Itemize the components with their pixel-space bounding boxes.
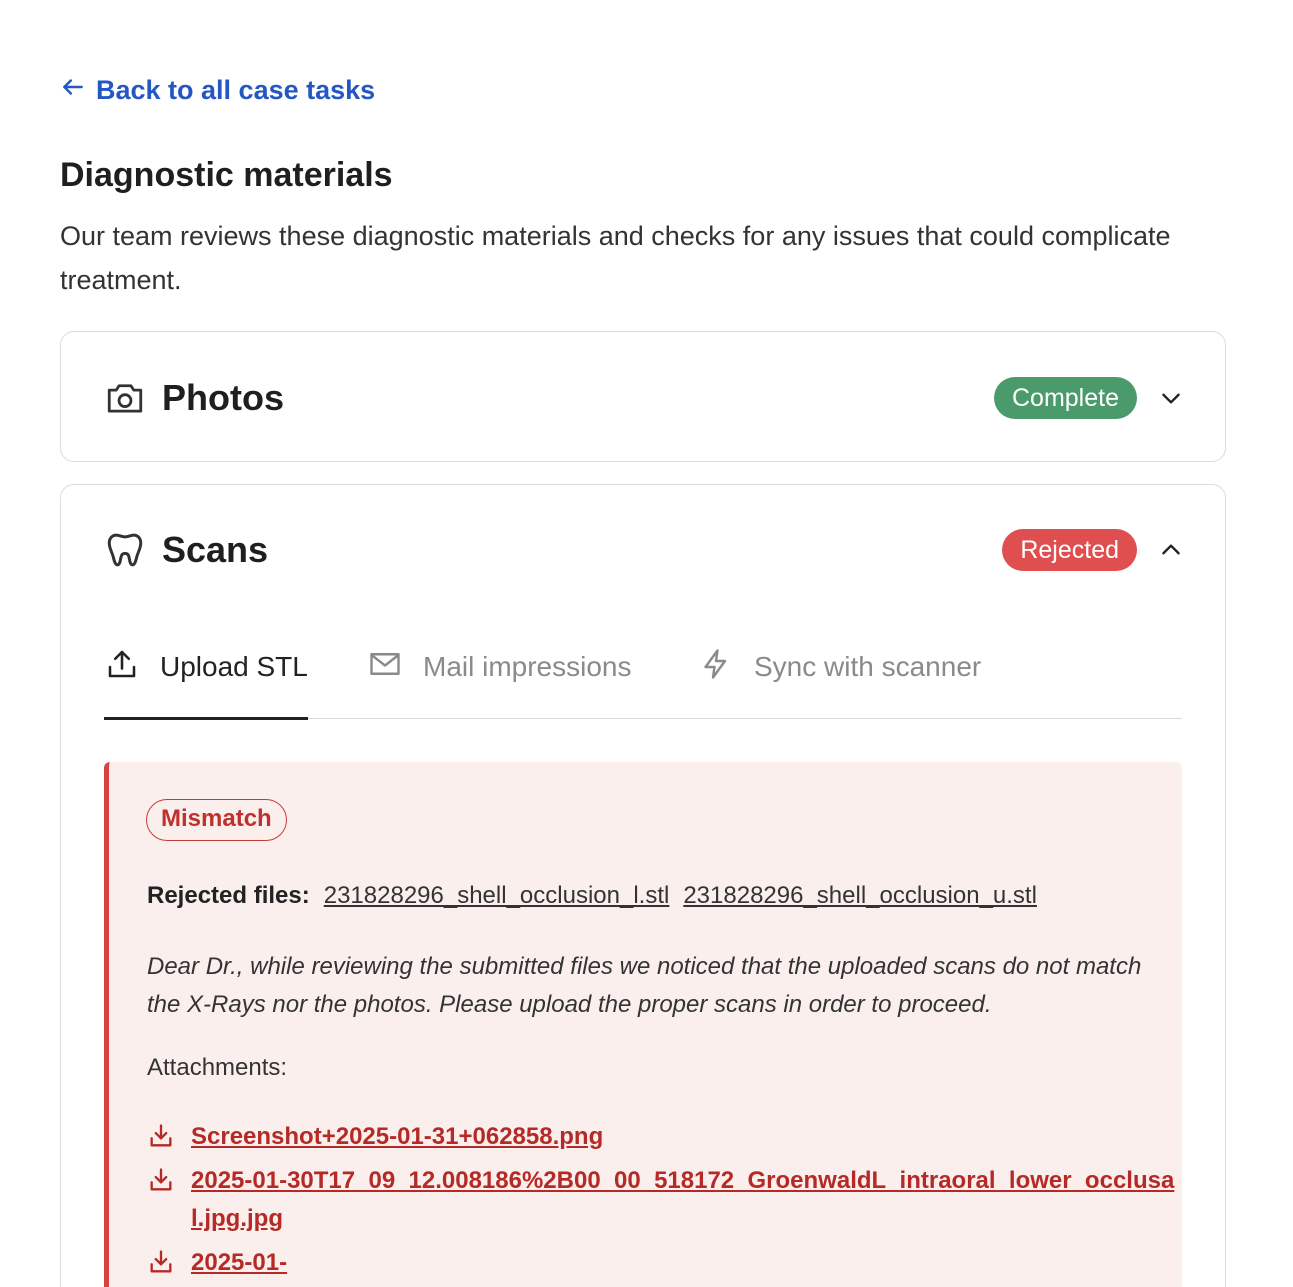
attachment-link[interactable] (147, 1162, 1177, 1238)
attachment-link[interactable] (147, 1244, 1177, 1282)
mail-icon (367, 646, 403, 689)
tab-label: Sync with scanner (754, 651, 982, 682)
rejection-message: Dear Dr., while reviewing the submitted files we noticed that the uploaded scans do not match the X-Rays nor the photos. Please upload the proper scans in order to proceed. (147, 953, 1142, 1018)
back-to-case-tasks-link[interactable] (60, 74, 375, 107)
photos-section (60, 331, 1226, 462)
attachment-link[interactable] (147, 1118, 1177, 1156)
attachment-name: 2025-01-30T17_09_12.008186%2B00_00_518172_GroenwaldL_intraoral_lower_occlusal.jpg.jpg (191, 1167, 1175, 1232)
photos-section-title: Photos (162, 376, 284, 418)
rejection-notice (104, 762, 1182, 1287)
attachments-list (147, 1118, 1177, 1287)
attachment-name: 2025-01- (191, 1249, 288, 1276)
tooth-icon (104, 529, 146, 571)
tab-label: Upload STL (160, 651, 308, 682)
download-icon (147, 1162, 175, 1199)
page-description: Our team reviews these diagnostic materials and checks for any issues that could complicate treatment. (60, 221, 1171, 295)
download-icon (147, 1118, 175, 1155)
tab-mail-impressions[interactable] (367, 615, 632, 719)
rejection-reason-badge: Mismatch (146, 799, 287, 841)
camera-icon (104, 377, 146, 419)
scans-status-badge: Rejected (1002, 529, 1137, 571)
scans-section-title: Scans (162, 529, 269, 570)
arrow-left-icon (60, 74, 86, 107)
rejected-file-link[interactable]: 231828296_shell_occlusion_l.stl (323, 882, 670, 909)
tab-upload-stl[interactable] (104, 615, 308, 719)
tab-sync-with-scanner[interactable] (698, 615, 981, 719)
scans-section (60, 484, 1226, 1287)
photos-status-badge: Complete (994, 377, 1137, 419)
back-link-label: Back to all case tasks (96, 75, 376, 105)
upload-icon (104, 646, 140, 689)
attachments-label: Attachments: (147, 1054, 288, 1081)
rejected-file-link[interactable]: 231828296_shell_occlusion_u.stl (683, 882, 1037, 909)
chevron-up-icon[interactable] (1157, 536, 1185, 564)
chevron-down-icon[interactable] (1157, 384, 1185, 412)
tab-label: Mail impressions (423, 651, 632, 682)
rejected-files (147, 882, 1037, 910)
page-title: Diagnostic materials (60, 156, 393, 194)
rejected-files-label: Rejected files: (147, 882, 310, 909)
download-icon (147, 1244, 175, 1281)
scans-section-header[interactable] (104, 515, 1185, 585)
scan-method-tabs (104, 615, 1182, 719)
lightning-icon (698, 646, 734, 689)
photos-section-header[interactable] (104, 332, 1185, 463)
attachment-name: Screenshot+2025-01-31+062858.png (191, 1123, 604, 1150)
